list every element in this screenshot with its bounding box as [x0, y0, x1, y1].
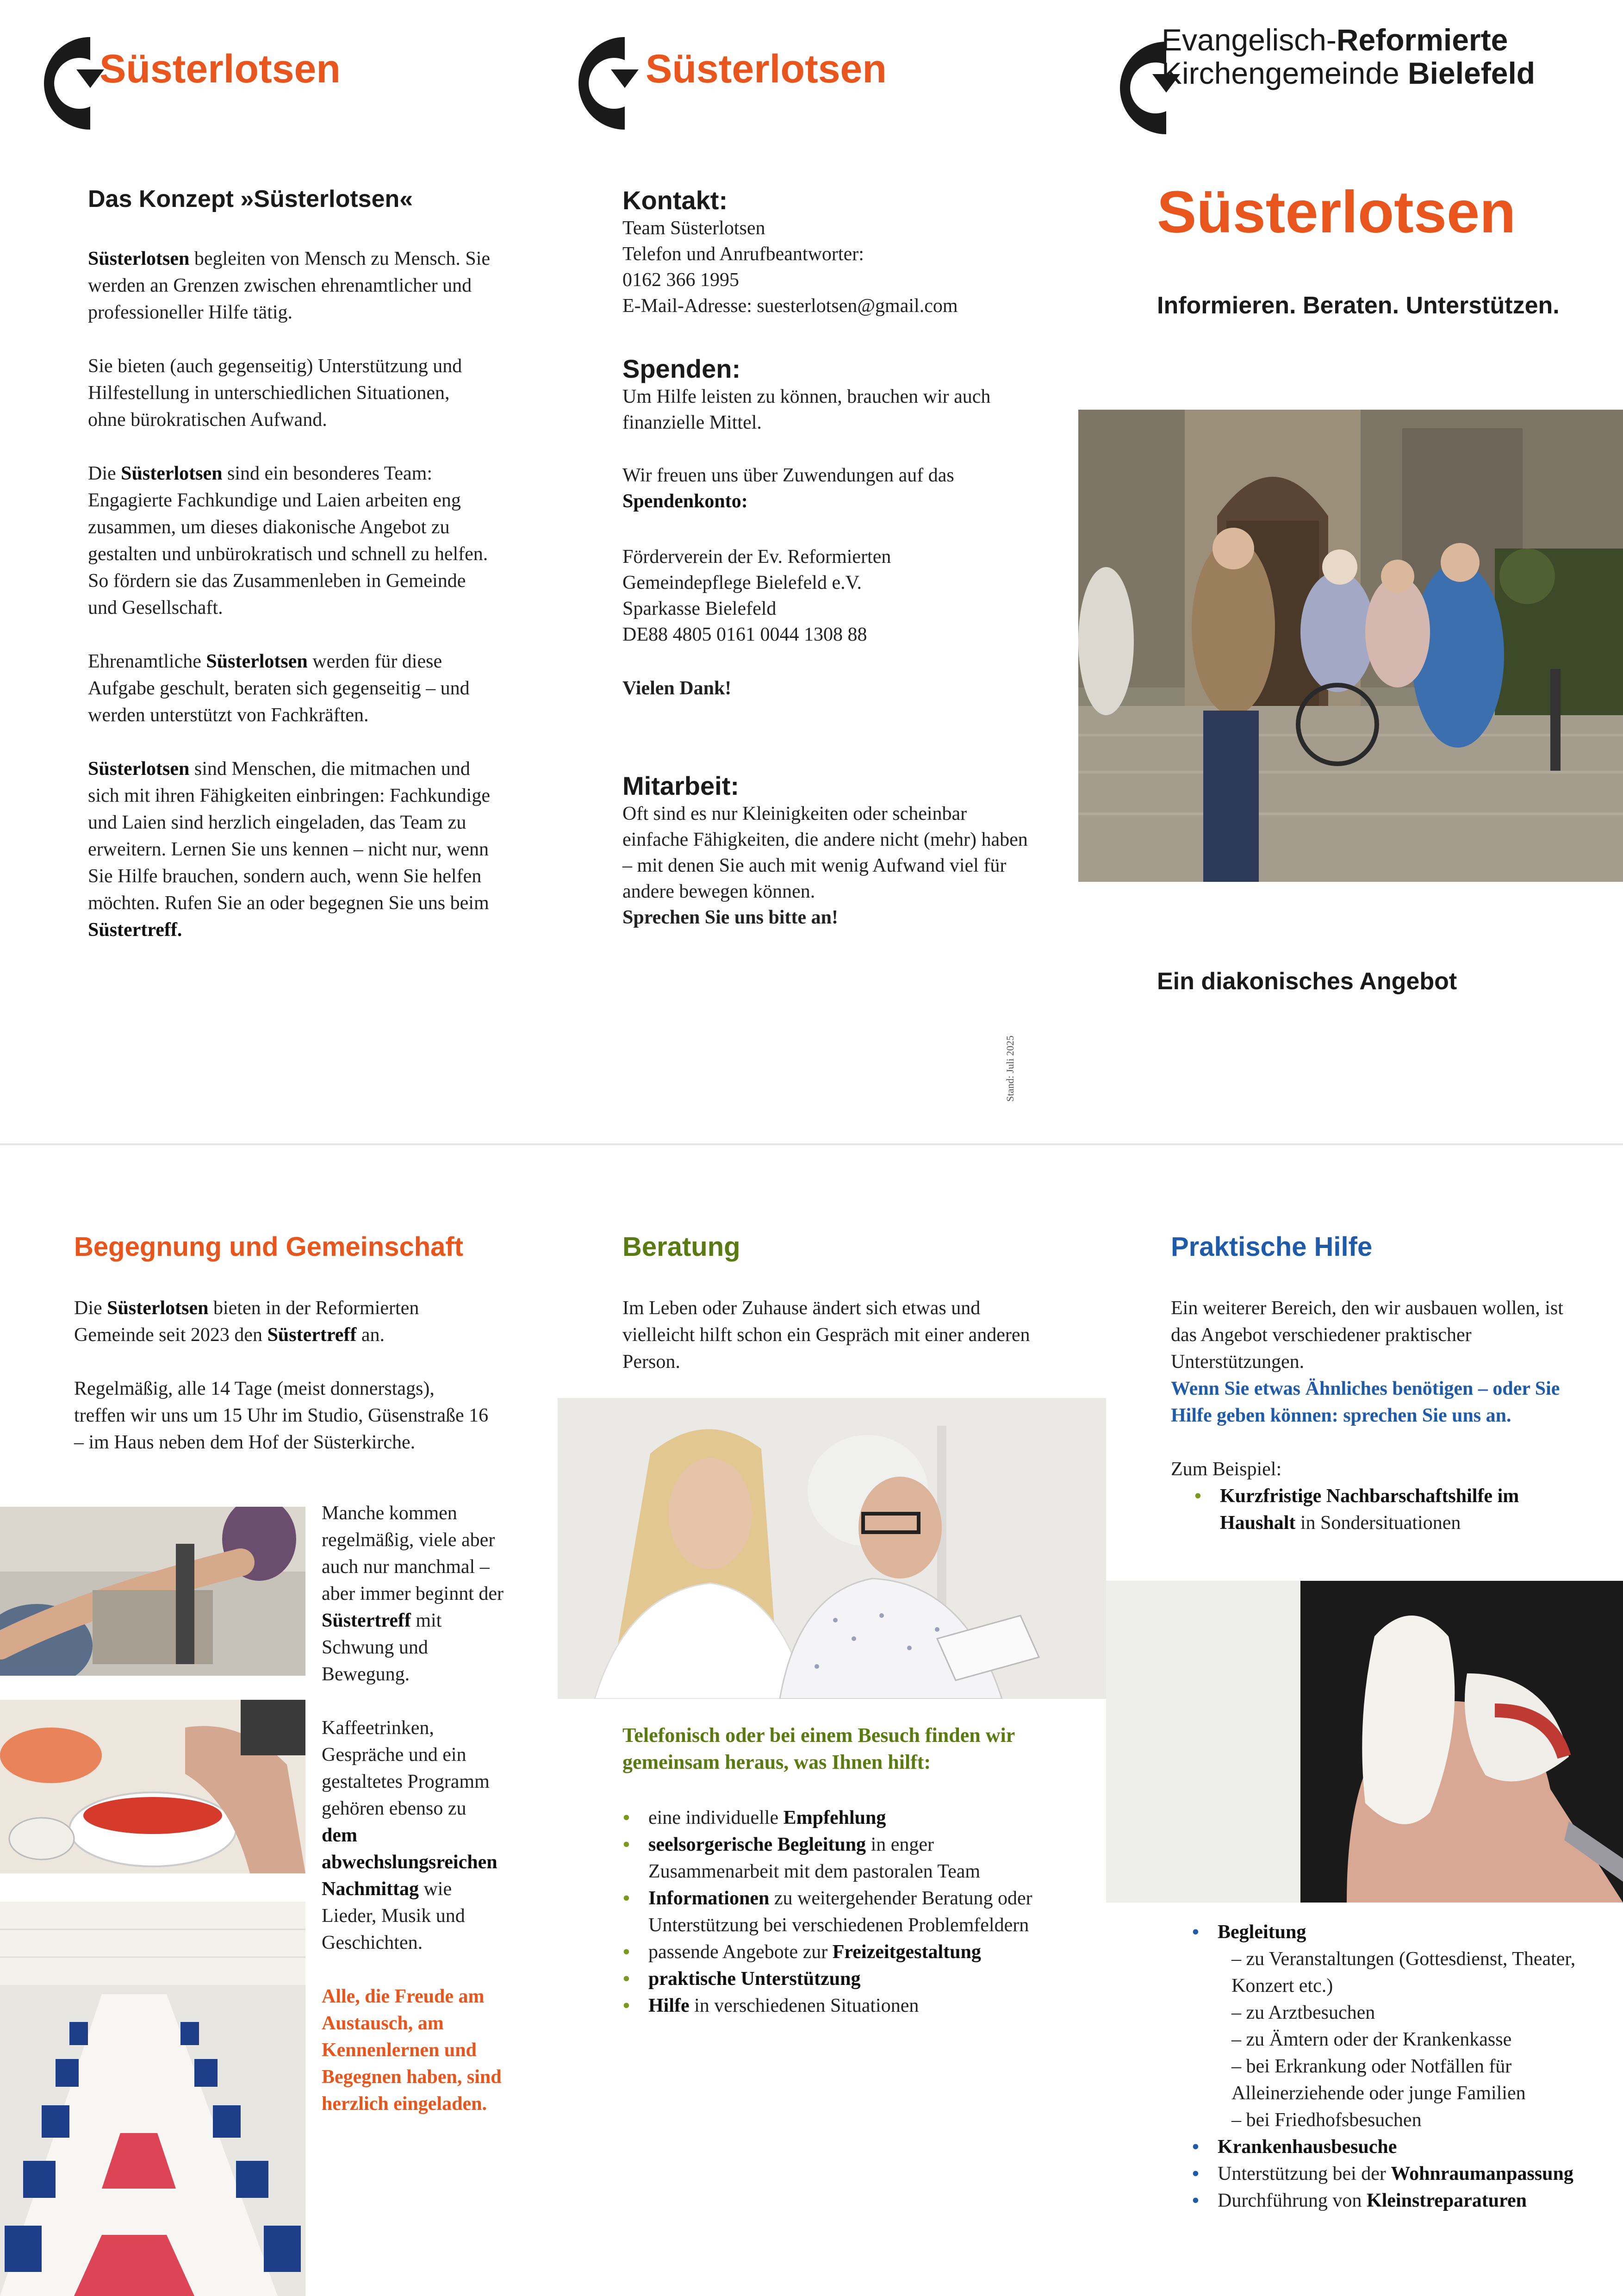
mitarbeit-p: Oft sind es nur Kleinigkeiten oder scheinbar einfache Fähigkeiten, die andere nicht (mehr) haben – mit denen Sie auch mit wenig Aufwand viel für andere bewegen können.	[622, 803, 1028, 902]
begleitung-sub: – zu Ämtern oder der Krankenkasse	[1231, 2029, 1512, 2050]
beratung-item: • Hilfe in verschiedenen Situationen	[622, 1992, 1039, 2019]
begleitung-sub: – zu Veranstaltungen (Gottesdienst, Theater, Konzert etc.)	[1231, 1948, 1576, 1997]
begegnung-p2: Regelmäßig, alle 14 Tage (meist donnerstags), treffen wir uns um 15 Uhr im Studio, Güsenstraße 16 – im Haus neben dem Hof der Süsterkirche.	[74, 1378, 489, 1453]
logo-panel2	[555, 28, 657, 139]
konzept-p1: Süsterlotsen begleiten von Mensch zu Mensch. Sie werden an Grenzen zwischen ehrenamtlicher und professioneller Hilfe tätig.	[88, 248, 491, 323]
org-name: Evangelisch-Reformierte Kirchengemeinde Bielefeld	[1162, 23, 1536, 90]
spenden-heading: Spenden:	[622, 354, 741, 383]
fold-line	[0, 1143, 1623, 1145]
bank-lines: Förderverein der Ev. Reformierten Gemeindepflege Bielefeld e.V. Sparkasse Bielefeld DE88 4805 0161 0044 1308 88	[622, 546, 891, 645]
panel-begegnung	[74, 1231, 491, 1483]
photo-bandaged-hand	[1106, 1581, 1623, 1903]
thanks: Vielen Dank!	[622, 678, 732, 699]
beratung-list-block	[622, 1722, 1039, 2019]
begegnung-heading: Begegnung und Gemeinschaft	[74, 1232, 464, 1262]
cover-footer: Ein diakonisches Angebot	[1157, 968, 1457, 995]
cover-tagline: Informieren. Beraten. Unterstützen.	[1157, 292, 1560, 319]
praktisch-item-reparaturen: • Durchführung von Kleinstreparaturen	[1192, 2187, 1599, 2214]
begegnung-p4: Kaffeetrinken, Gespräche und ein gestaltetes Programm gehören ebenso zu dem abwechslungsreichen Nachmittag wie Lieder, Musik und Geschichten.	[322, 1717, 497, 1953]
panel-kontakt	[622, 185, 1030, 930]
stand-note: Stand: Juli 2025	[1004, 1035, 1016, 1102]
beratung-heading: Beratung	[622, 1232, 740, 1262]
praktisch-list	[1192, 1919, 1599, 2214]
panel-konzept	[88, 185, 491, 970]
konzept-p3: Die Süsterlotsen sind ein besonderes Team: Engagierte Fachkundige und Laien arbeiten eng zusammen, um dieses diakonische Angebot zu gestalten und unbürokratisch und schnell zu helfen. So fördern sie das Zusammenleben in Gemeinde und Gesellschaft.	[88, 463, 488, 618]
praktisch-intro: Ein weiterer Bereich, den wir ausbauen wollen, ist das Angebot verschiedener praktischer Unterstützungen.	[1171, 1298, 1563, 1373]
beratung-item: • seelsorgerische Begleitung in enger Zusammenarbeit mit dem pastoralen Team	[622, 1831, 1039, 1885]
begegnung-invite: Alle, die Freude am Austausch, am Kennenlernen und Begegnen haben, sind herzlich eingeladen.	[322, 1986, 502, 2115]
panel-beratung	[622, 1231, 1039, 1375]
konzept-heading: Das Konzept »Süsterlotsen«	[88, 186, 413, 212]
mitarbeit-heading: Mitarbeit:	[622, 771, 739, 800]
konzept-p5: Süsterlotsen sind Menschen, die mitmachen und sich mit ihren Fähigkeiten einbringen: Fachkundige und Laien sind herzlich eingeladen, das Team zu erweitern. Lernen Sie uns kennen – nicht nur, wenn Sie Hilfe brauchen, sondern auch, wenn Sie helfen möchten. Rufen Sie an oder begegnen Sie uns beim Süstertreff.	[88, 758, 490, 941]
photo-coffee-table	[0, 1700, 305, 1873]
photo-consultation	[558, 1398, 1106, 1699]
praktisch-list-block	[1192, 1919, 1599, 2214]
praktisch-highlight: Wenn Sie etwas Ähnliches benötigen – oder Sie Hilfe geben können: sprechen Sie uns an.	[1171, 1378, 1560, 1426]
photo-long-table	[0, 1902, 305, 2296]
beratung-item: • passende Angebote zur Freizeitgestaltung	[622, 1939, 1039, 1965]
mitarbeit-cta: Sprechen Sie uns bitte an!	[622, 907, 838, 928]
beratung-item: • praktische Unterstützung	[622, 1965, 1039, 1992]
begleitung-sub: – bei Friedhofsbesuchen	[1231, 2109, 1422, 2131]
photo-exercise-arms	[0, 1507, 305, 1676]
begleitung-sub: – zu Arztbesuchen	[1231, 2002, 1375, 2023]
praktisch-item-begleitung: • Begleitung – zu Veranstaltungen (Gottesdienst, Theater, Konzert etc.) – zu Arztbesuchen – zu Ämtern oder der Krankenkasse – bei Erkrankung oder Notfällen für Alleinerziehende oder junge Familien – bei Friedhofsbesuchen	[1192, 1919, 1599, 2134]
beratung-intro: Im Leben oder Zuhause ändert sich etwas und vielleicht hilft schon ein Gespräch mit einer anderen Person.	[622, 1298, 1030, 1373]
kontakt-lines: Team Süsterlotsen Telefon und Anrufbeantworter: 0162 366 1995 E-Mail-Adresse: suesterlotsen@gmail.com	[622, 218, 958, 317]
brand-name-panel2: Süsterlotsen	[646, 47, 887, 91]
begegnung-p3: Manche kommen regelmäßig, viele aber auch nur manchmal – aber immer beginnt der Süstertreff mit Schwung und Bewegung.	[322, 1503, 504, 1685]
cover-title: Süsterlotsen	[1157, 179, 1516, 245]
praktisch-heading: Praktische Hilfe	[1171, 1232, 1373, 1262]
praktisch-item-krankenhaus: • Krankenhausbesuche	[1192, 2134, 1599, 2160]
spenden-p2: Wir freuen uns über Zuwendungen auf das Spendenkonto:	[622, 465, 954, 512]
cover-photo-church-group	[1078, 410, 1623, 882]
spenden-p1: Um Hilfe leisten zu können, brauchen wir auch finanzielle Mittel.	[622, 386, 991, 433]
praktisch-item-wohnraum: • Unterstützung bei der Wohnraumanpassung	[1192, 2160, 1599, 2187]
praktisch-example-label: Zum Beispiel:	[1171, 1459, 1282, 1480]
kontakt-heading: Kontakt:	[622, 186, 728, 215]
beratung-list	[622, 1804, 1039, 2019]
praktisch-example-item: • Kurzfristige Nachbarschaftshilfe im Haushalt in Sondersituationen	[1194, 1483, 1587, 1536]
beratung-item: • eine individuelle Empfehlung	[622, 1804, 1039, 1831]
beratung-lead: Telefonisch oder bei einem Besuch finden wir gemeinsam heraus, was Ihnen hilft:	[622, 1724, 1015, 1773]
panel-praktisch	[1171, 1231, 1587, 1536]
begegnung-side-text	[322, 1500, 507, 2144]
begleitung-sub: – bei Erkrankung oder Notfällen für Alleinerziehende oder junge Familien	[1231, 2056, 1526, 2104]
begegnung-p1: Die Süsterlotsen bieten in der Reformierten Gemeinde seit 2023 den Süstertreff an.	[74, 1298, 419, 1346]
konzept-p2: Sie bieten (auch gegenseitig) Unterstützung und Hilfestellung in unterschiedlichen Situationen, ohne bürokratischen Aufwand.	[88, 356, 462, 430]
brand-name-panel1: Süsterlotsen	[99, 47, 341, 91]
konzept-p4: Ehrenamtliche Süsterlotsen werden für diese Aufgabe geschult, beraten sich gegenseitig – und werden unterstützt von Fachkräften.	[88, 651, 470, 726]
beratung-item: • Informationen zu weitergehender Beratung oder Unterstützung bei verschiedenen Problemfeldern	[622, 1885, 1039, 1939]
praktisch-example-list	[1194, 1483, 1587, 1536]
